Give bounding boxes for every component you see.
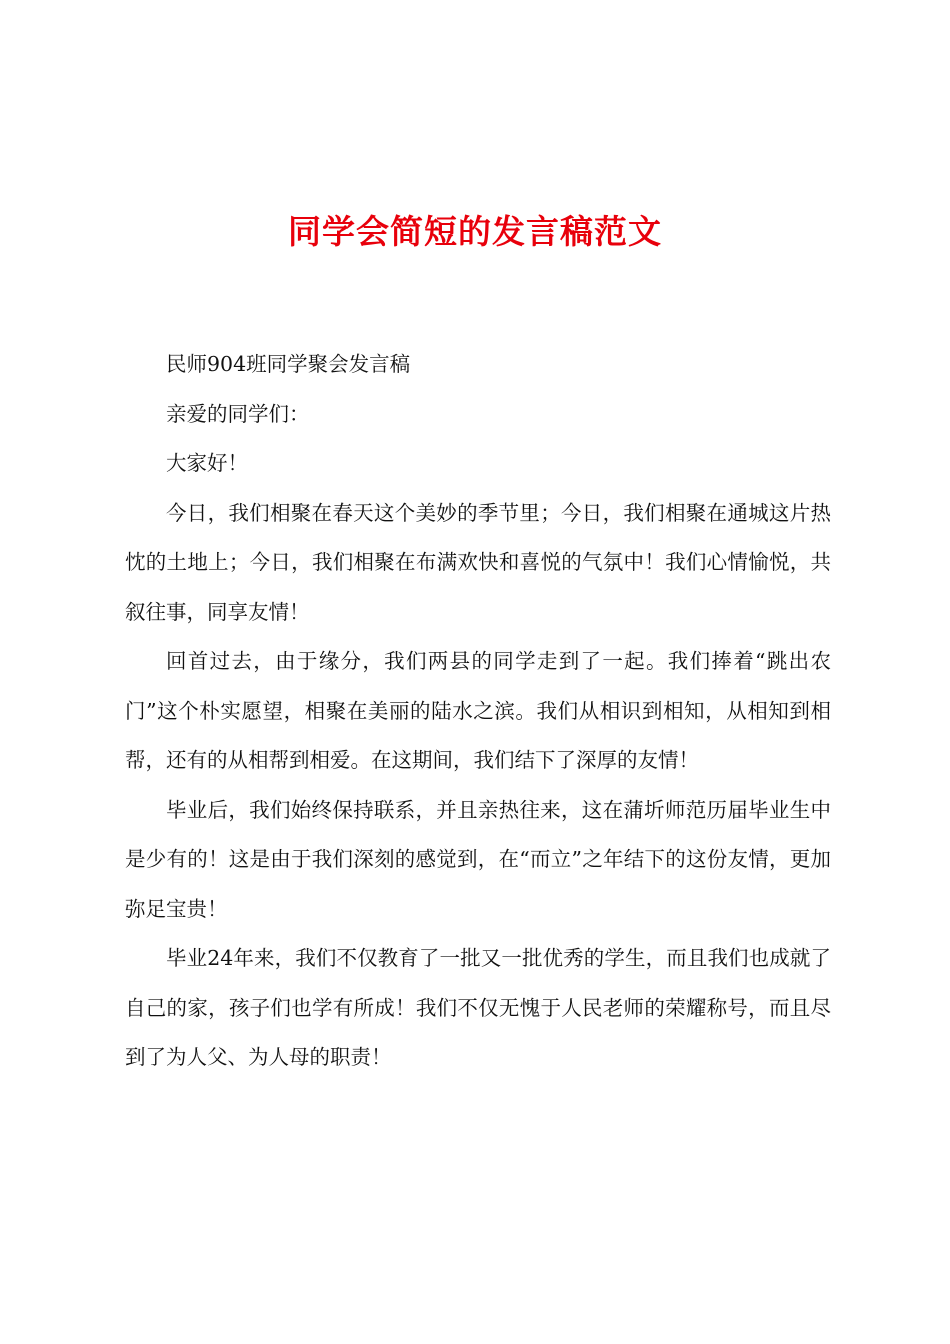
- paragraph: 毕业后，我们始终保持联系，并且亲热往来，这在蒲圻师范历届毕业生中是少有的！这是由于我们深刻的感觉到，在“而立”之年结下的这份友情，更加弥足宝贵！: [125, 797, 831, 921]
- paragraph: 毕业24年来，我们不仅教育了一批又一批优秀的学生，而且我们也成就了自己的家，孩子们也学有所成！我们不仅无愧于人民老师的荣耀称号，而且尽到了为人父、为人母的职责！: [125, 946, 831, 1069]
- document-body: [125, 340, 831, 1083]
- document-title: 同学会简短的发言稿范文: [288, 212, 662, 251]
- paragraph-greeting: 大家好！: [166, 451, 248, 475]
- paragraph-salutation: 亲爱的同学们：: [166, 401, 310, 426]
- paragraph: 回首过去，由于缘分，我们两县的同学走到了一起。我们捧着“跳出农门”这个朴实愿望，相聚在美丽的陆水之滨。我们从相识到相知，从相知到相帮，还有的从相帮到相爱。在这期间，我们结下了深厚的友情！: [125, 649, 831, 772]
- paragraph: 今日，我们相聚在春天这个美妙的季节里；今日，我们相聚在通城这片热忱的土地上；今日，我们相聚在布满欢快和喜悦的气氛中！我们心情愉悦，共叙往事，同享友情！: [125, 500, 831, 624]
- paragraph-heading: 民师904班同学聚会发言稿: [166, 352, 411, 376]
